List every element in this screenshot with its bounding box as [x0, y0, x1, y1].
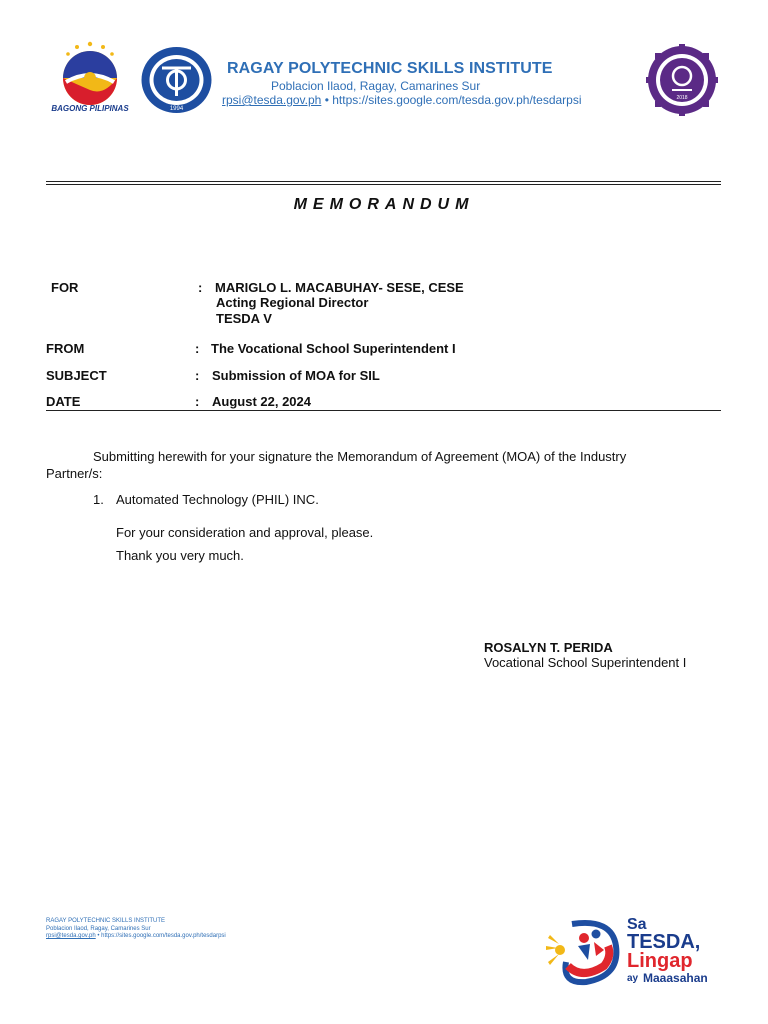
slogan-tesda: TESDA, [627, 931, 701, 953]
contact-links [222, 93, 582, 107]
footer-website-link[interactable]: • https://sites.google.com/tesda.gov.ph/tesdarpsi [97, 933, 226, 939]
email-link[interactable]: rpsi@tesda.gov.ph [222, 93, 322, 107]
header-rule [46, 181, 721, 182]
from-colon: : [195, 341, 200, 356]
bagong-pilipinas-logo [46, 38, 134, 116]
for-position: Acting Regional Director [216, 295, 369, 310]
signatory-name: ROSALYN T. PERIDA [484, 640, 613, 655]
link-separator: • [324, 93, 329, 107]
fields-rule [46, 410, 721, 411]
footer-email-link[interactable]: rpsi@tesda.gov.ph [46, 933, 96, 939]
date-value: August 22, 2024 [212, 394, 311, 409]
slogan-lingap: Lingap [627, 950, 693, 972]
from-value: The Vocational School Superintendent I [211, 341, 456, 356]
slogan-maaasahan: Maaasahan [643, 971, 708, 985]
rpsi-seal-year: 2018 [676, 95, 688, 101]
lingap-emblem-icon [542, 916, 624, 986]
date-label: DATE [46, 394, 81, 409]
for-name: MARIGLO L. MACABUHAY- SESE, CESE [215, 280, 464, 295]
intro-line-1: Submitting herewith for your signature the Memorandum of Agreement (MOA) of the Industry [93, 449, 627, 464]
tesda-seal-year: 1994 [169, 106, 184, 112]
subject-label: SUBJECT [46, 368, 107, 383]
date-colon: : [195, 394, 200, 409]
slogan-sa: Sa [627, 916, 647, 933]
intro-line-2: Partner/s: [46, 466, 103, 481]
tesda-seal-logo [140, 46, 213, 114]
memo-title: MEMORANDUM [293, 196, 475, 213]
slogan-ay: ay [627, 973, 639, 984]
footer-address: Poblacion Ilaod, Ragay, Camarines Sur [46, 926, 151, 932]
bagong-pilipinas-label: BAGONG PILIPINAS [51, 104, 129, 113]
list-item-text: Automated Technology (PHIL) INC. [116, 492, 319, 507]
signatory-position: Vocational School Superintendent I [484, 655, 687, 670]
header-rule-secondary [46, 184, 721, 185]
from-label: FROM [46, 341, 85, 356]
rpsi-seal-logo [644, 44, 720, 116]
footer-institute-name: RAGAY POLYTECHNIC SKILLS INSTITUTE [46, 918, 166, 924]
institute-name: RAGAY POLYTECHNIC SKILLS INSTITUTE [227, 60, 553, 77]
list-item-number: 1. [93, 492, 104, 507]
for-label: FOR [51, 280, 79, 295]
website-link[interactable]: https://sites.google.com/tesda.gov.ph/tesdarpsi [332, 93, 582, 107]
for-colon: : [198, 280, 203, 295]
closing-line-1: For your consideration and approval, please. [116, 525, 374, 540]
subject-colon: : [195, 368, 200, 383]
for-office: TESDA V [216, 311, 272, 326]
closing-line-2: Thank you very much. [116, 548, 244, 563]
institute-address: Poblacion Ilaod, Ragay, Camarines Sur [271, 79, 481, 93]
subject-value: Submission of MOA for SIL [212, 368, 380, 383]
footer-links [46, 933, 226, 939]
